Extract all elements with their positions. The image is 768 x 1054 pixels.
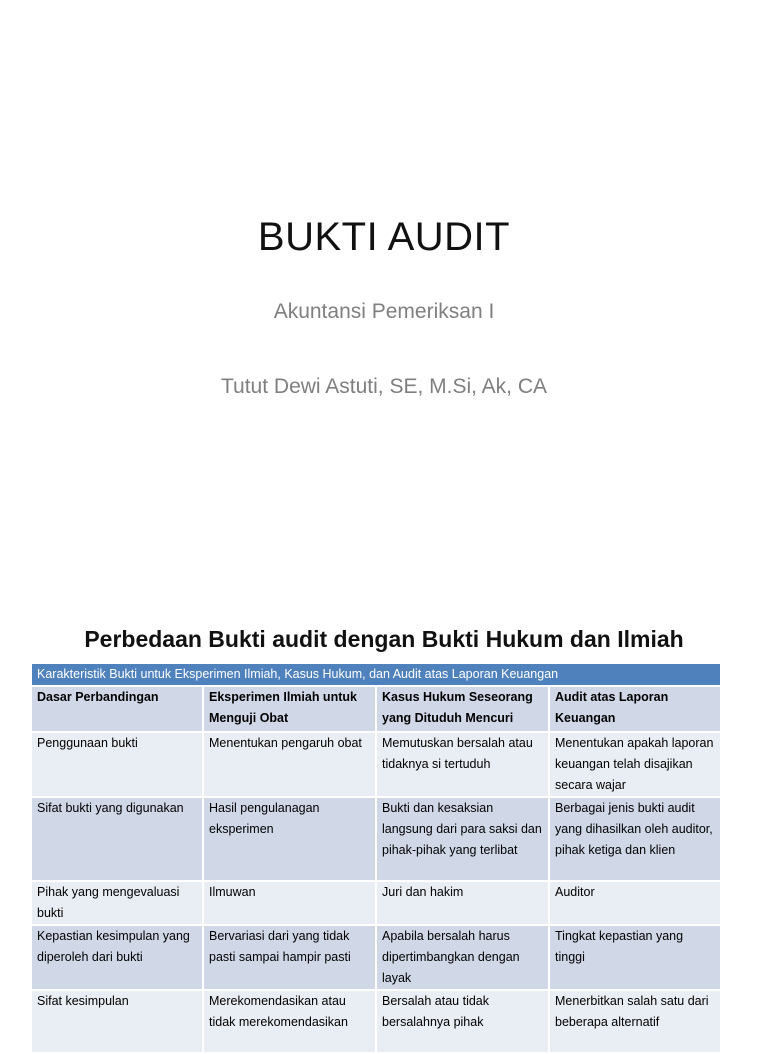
table-row <box>32 733 722 798</box>
table-cell: Kepastian kesimpulan yang diperoleh dari bukti <box>32 926 204 991</box>
table-cell: Hasil pengulanagan eksperimen <box>204 798 377 882</box>
table-row <box>32 991 722 1054</box>
table-header-row <box>32 687 722 733</box>
table-row <box>32 926 722 991</box>
table-cell: Bukti dan kesaksian langsung dari para saksi dan pihak-pihak yang terlibat <box>377 798 550 882</box>
table-cell: Bersalah atau tidak bersalahnya pihak <box>377 991 550 1054</box>
column-header: Kasus Hukum Seseorang yang Dituduh Mencuri <box>377 687 550 733</box>
table-cell: Pihak yang mengevaluasi bukti <box>32 882 204 926</box>
table-cell: Menerbitkan salah satu dari beberapa alternatif <box>550 991 722 1054</box>
column-header: Audit atas Laporan Keuangan <box>550 687 722 733</box>
comparison-table <box>32 664 722 1054</box>
table-caption: Karakteristik Bukti untuk Eksperimen Ilmiah, Kasus Hukum, dan Audit atas Laporan Keuangan <box>32 664 722 687</box>
table-cell: Bervariasi dari yang tidak pasti sampai hampir pasti <box>204 926 377 991</box>
comparison-slide <box>0 576 768 1029</box>
table-cell: Penggunaan bukti <box>32 733 204 798</box>
slide-title: BUKTI AUDIT <box>257 215 511 259</box>
table-cell: Juri dan hakim <box>377 882 550 926</box>
table-cell: Menentukan apakah laporan keuangan telah disajikan secara wajar <box>550 733 722 798</box>
slide-author: Tutut Dewi Astuti, SE, M.Si, Ak, CA <box>221 375 547 398</box>
column-header: Dasar Perbandingan <box>32 687 204 733</box>
table-cell: Ilmuwan <box>204 882 377 926</box>
table-cell: Berbagai jenis bukti audit yang dihasilkan oleh auditor, pihak ketiga dan klien <box>550 798 722 882</box>
table-cell: Sifat bukti yang digunakan <box>32 798 204 882</box>
slide-subtitle: Akuntansi Pemeriksan I <box>273 300 495 323</box>
table-cell: Memutuskan bersalah atau tidaknya si tertuduh <box>377 733 550 798</box>
column-header: Eksperimen Ilmiah untuk Menguji Obat <box>204 687 377 733</box>
table-cell: Auditor <box>550 882 722 926</box>
table-cell: Merekomendasikan atau tidak merekomendasikan <box>204 991 377 1054</box>
table-cell: Sifat kesimpulan <box>32 991 204 1054</box>
table-cell: Apabila bersalah harus dipertimbangkan dengan layak <box>377 926 550 991</box>
table-row <box>32 798 722 882</box>
table-cell: Menentukan pengaruh obat <box>204 733 377 798</box>
table-row <box>32 882 722 926</box>
table-cell: Tingkat kepastian yang tinggi <box>550 926 722 991</box>
comparison-title: Perbedaan Bukti audit dengan Bukti Hukum dan Ilmiah <box>84 626 684 652</box>
table-caption-row <box>32 664 722 687</box>
